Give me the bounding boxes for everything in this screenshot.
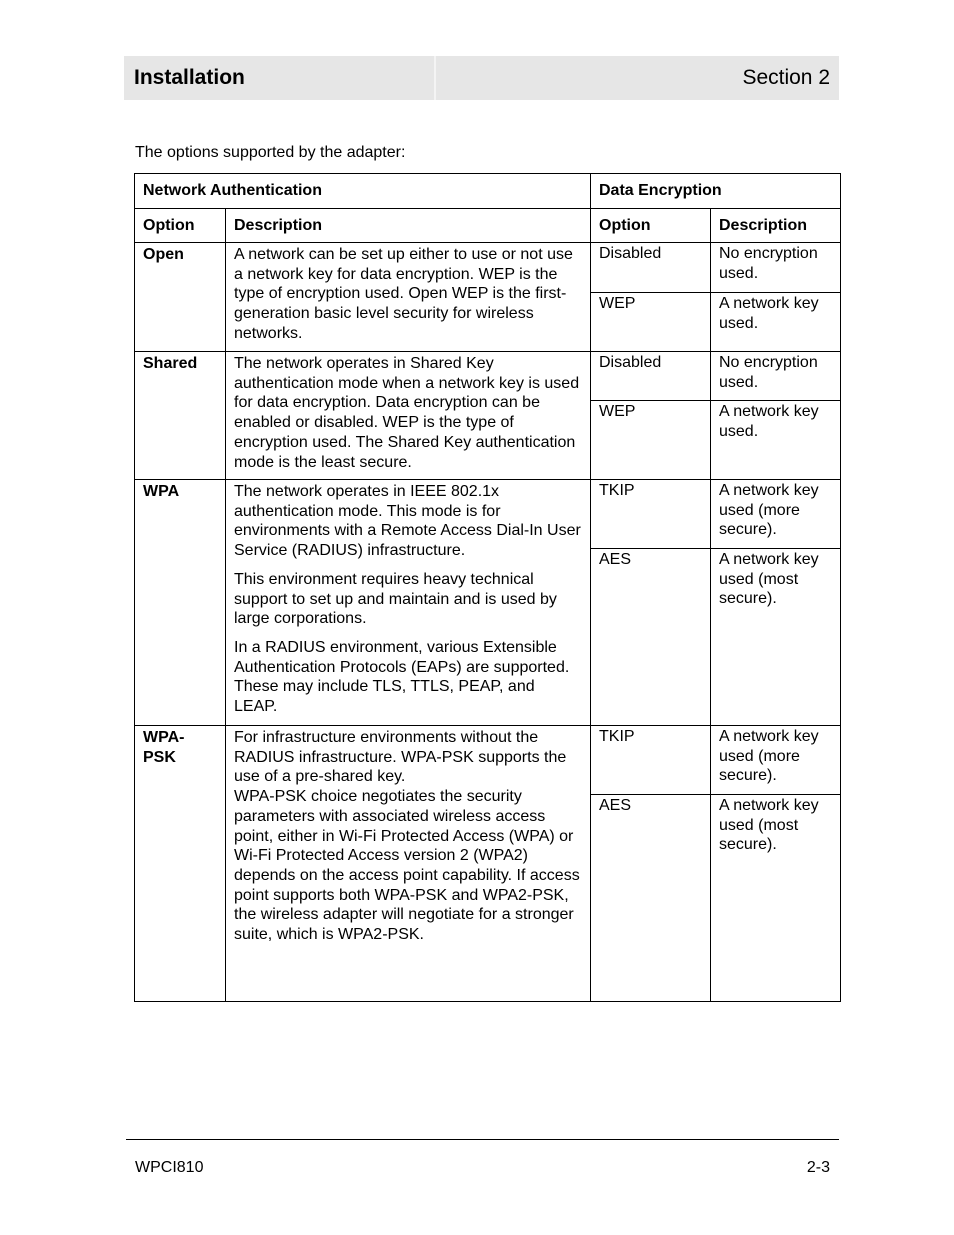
footer-rule [126,1139,839,1140]
enc-option: AES [591,549,711,726]
description-paragraph: A network can be set up either to use or not use a network key for data encryption. WEP is the type of encryption used. Open WEP is the first-generation basic level security for wireless networks. [234,246,573,342]
auth-option-wpa-psk [135,726,226,1002]
table-row [135,352,841,401]
col-header-auth-description: Description [226,209,591,243]
enc-description: A network key used. [711,293,841,352]
chapter-title: Installation [134,66,245,89]
enc-description: A network key used. [711,401,841,480]
auth-option-label: WPA-PSK [143,729,185,766]
enc-description: A network key used (more secure). [711,480,841,549]
col-header-auth-option: Option [135,209,226,243]
col-header-enc-option: Option [591,209,711,243]
enc-option: TKIP [591,480,711,549]
description-paragraph: In a RADIUS environment, various Extensible Authentication Protocols (EAPs) are supported. These may include TLS, TTLS, PEAP, and LEAP. [234,638,570,716]
description-paragraph: The network operates in IEEE 802.1x authentication mode. This mode is for environments with a Remote Access Dial-In User Service (RADIUS) infrastructure. [234,483,581,560]
auth-description-open [226,243,591,352]
auth-option-wpa: WPA [135,480,226,726]
footer-model: WPCI810 [135,1159,204,1176]
enc-description: No encryption used. [711,243,841,293]
enc-option: AES [591,795,711,1002]
header-divider [434,56,436,100]
auth-option-shared: Shared [135,352,226,480]
enc-description: A network key used (most secure). [711,795,841,1002]
enc-description: A network key used (more secure). [711,726,841,795]
auth-description-wpa-psk [226,726,591,1002]
page-number: 2-3 [806,1159,830,1176]
section-label: Section 2 [742,66,830,89]
options-table [134,173,841,1002]
group-header-auth: Network Authentication [135,174,591,209]
description-paragraph: This environment requires heavy technical support to set up and maintain and is used by large corporations. [234,570,557,628]
table-row [135,480,841,549]
intro-text: The options supported by the adapter: [135,144,406,161]
enc-description: A network key used (most secure). [711,549,841,726]
description-paragraph: WPA-PSK choice negotiates the security parameters with associated wireless access point, either in Wi-Fi Protected Access (WPA) or Wi-Fi Protected Access version 2 (WPA2) depends on the access point capability. If access point supports both WPA-PSK and WPA2-PSK, the wireless adapter will negotiate for a stronger suite, which is WPA2-PSK. [234,788,580,944]
enc-option: Disabled [591,352,711,401]
col-header-enc-description: Description [711,209,841,243]
description-paragraph: The network operates in Shared Key authentication mode when a network key is used for data encryption. Data encryption can be enabled or disabled. WEP is the type of encryption used. The Shared Key authentication mode is the least secure. [234,355,580,471]
auth-description-wpa [226,480,591,726]
enc-option: TKIP [591,726,711,795]
enc-option: Disabled [591,243,711,293]
auth-option-open: Open [135,243,226,352]
enc-option: WEP [591,293,711,352]
table-row [135,243,841,293]
description-paragraph: For infrastructure environments without the RADIUS infrastructure. WPA-PSK supports the use of a pre-shared key. [234,729,567,786]
auth-description-shared [226,352,591,480]
group-header-enc: Data Encryption [591,174,841,209]
enc-option: WEP [591,401,711,480]
enc-description: No encryption used. [711,352,841,401]
table-row [135,726,841,795]
page-header [124,56,839,100]
